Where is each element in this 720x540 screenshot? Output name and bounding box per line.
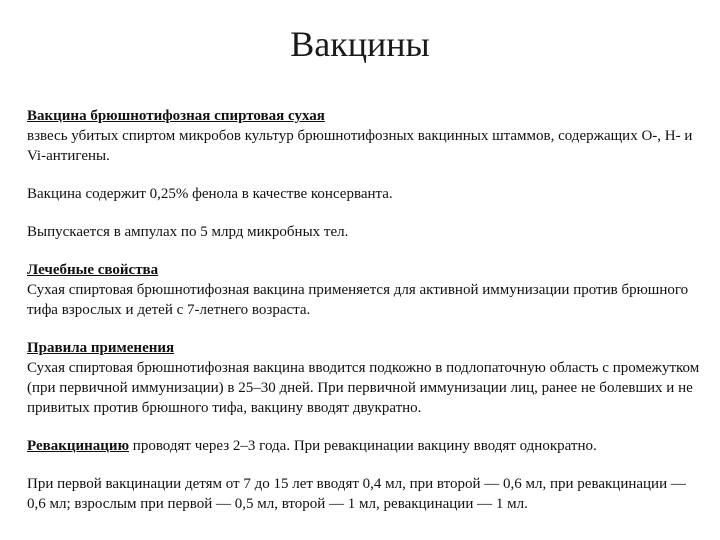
properties-text: Сухая спиртовая брюшнотифозная вакцина применяется для активной иммунизации против брюшного тифа взрослых и детей с 7-летнего возраста. [27, 282, 689, 318]
main-section-heading: Вакцина брюшнотифозная спиртовая сухая [27, 108, 325, 124]
packaging-text: Выпускается в ампулах по 5 млрд микробных тел. [27, 224, 349, 240]
slide-title: Вакцины [290, 24, 430, 64]
revaccination-text: проводят через 2–3 года. При ревакцинации вакцину вводят однократно. [129, 438, 597, 454]
revaccination-section [27, 436, 702, 456]
rules-heading: Правила применения [27, 340, 175, 356]
properties-heading: Лечебные свойства [27, 262, 159, 278]
preservative-text: Вакцина содержит 0,25% фенола в качестве консерванта. [27, 186, 393, 202]
rules-section [27, 338, 702, 418]
main-section-text: взвесь убитых спиртом микробов культур брюшнотифозных вакцинных штаммов, содержащих О-, Н- и Vi-антигены. [27, 128, 693, 164]
dosage-text: При первой вакцинации детям от 7 до 15 лет вводят 0,4 мл, при второй — 0,6 мл, при ревакцинации — 0,6 мл; взрослым при первой — 0,5 мл, второй — 1 мл, ревакцинации — 1 мл. [27, 476, 686, 512]
main-section [27, 106, 702, 166]
slide-content [27, 106, 702, 514]
rules-text: Сухая спиртовая брюшнотифозная вакцина вводится подкожно в подлопаточную область с промежутком (при первичной иммунизации) в 25–30 дней. При первичной иммунизации лиц, ранее не болевших и не привитых против брюшного тифа, вакцину вводят двукратно. [27, 360, 700, 416]
properties-section [27, 260, 702, 320]
revaccination-heading: Ревакцинацию [27, 438, 130, 454]
